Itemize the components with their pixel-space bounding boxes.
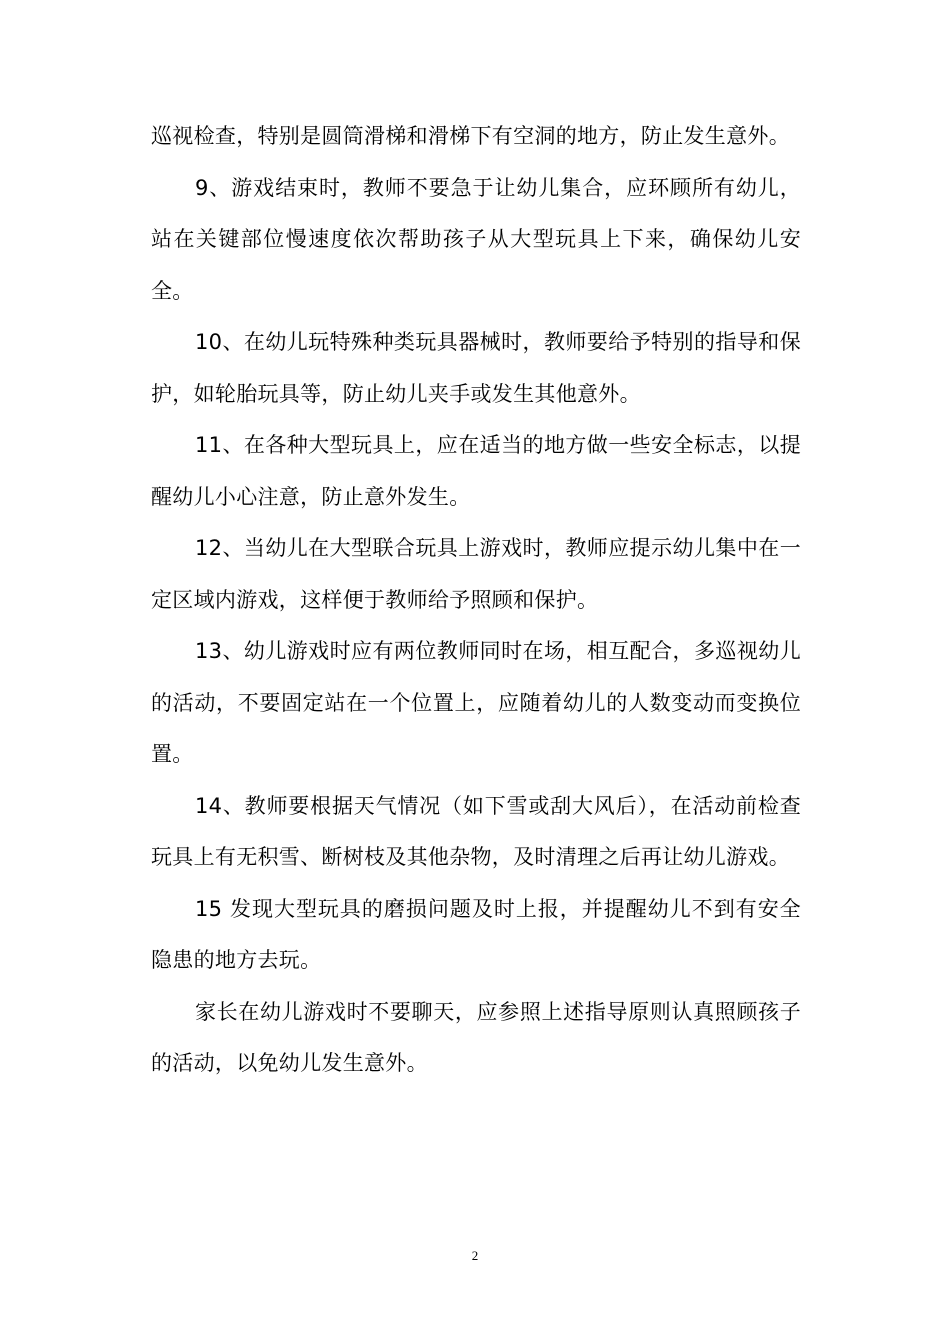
paragraph-parents-note: 家长在幼儿游戏时不要聊天，应参照上述指导原则认真照顾孩子的活动，以免幼儿发生意外。	[151, 999, 801, 1075]
paragraph-item-15: 15 发现大型玩具的磨损问题及时上报，并提醒幼儿不到有安全隐患的地方去玩。	[151, 896, 801, 972]
paragraph-item-12: 12、当幼儿在大型联合玩具上游戏时，教师应提示幼儿集中在一定区域内游戏，这样便于教师给予照顾和保护。	[151, 536, 801, 612]
page-number: 2	[471, 1248, 479, 1263]
paragraph-item-11: 11、在各种大型玩具上，应在适当的地方做一些安全标志，以提醒幼儿小心注意，防止意外发生。	[151, 433, 801, 509]
paragraph-item-9: 9、游戏结束时，教师不要急于让幼儿集合，应环顾所有幼儿，站在关键部位慢速度依次帮助孩子从大型玩具上下来，确保幼儿安全。	[151, 175, 801, 303]
paragraph-item-10: 10、在幼儿玩特殊种类玩具器械时，教师要给予特别的指导和保护，如轮胎玩具等，防止幼儿夹手或发生其他意外。	[151, 330, 801, 406]
paragraph-item-14: 14、教师要根据天气情况（如下雪或刮大风后），在活动前检查玩具上有无积雪、断树枝及其他杂物，及时清理之后再让幼儿游戏。	[151, 793, 801, 869]
document-body	[151, 111, 801, 1090]
paragraph-continuation: 巡视检查，特别是圆筒滑梯和滑梯下有空洞的地方，防止发生意外。	[151, 124, 790, 148]
paragraph-item-13: 13、幼儿游戏时应有两位教师同时在场，相互配合，多巡视幼儿的活动，不要固定站在一个位置上，应随着幼儿的人数变动而变换位置。	[151, 639, 801, 766]
